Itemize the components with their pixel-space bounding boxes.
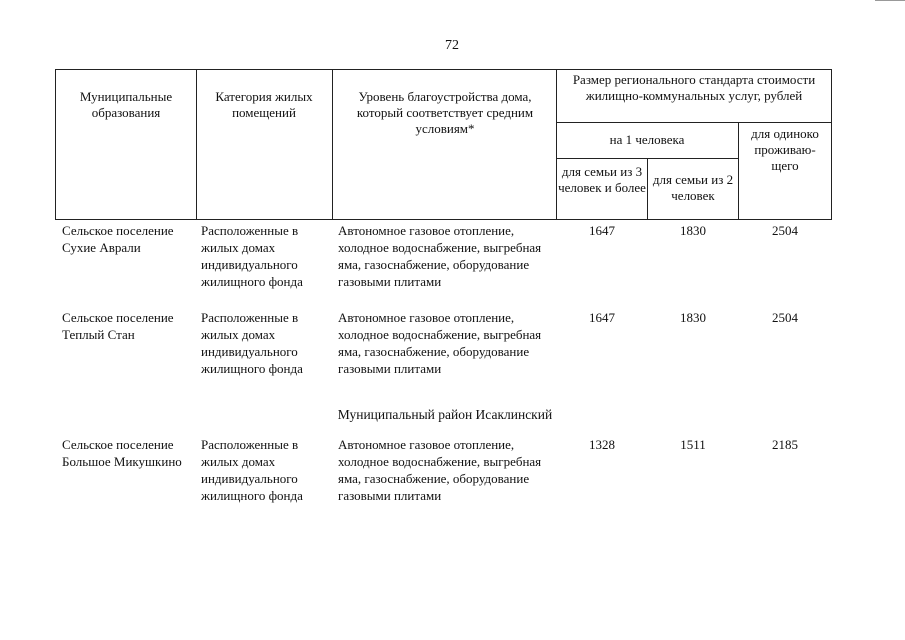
row-category: Расположенные в жилых домах индивидуального жилищного фонда [201, 223, 303, 289]
header-standard: Размер регионального стандарта стоимости жилищно-коммунальных услуг, рублей [572, 72, 816, 103]
header-level: Уровень благоустройства дома, который соответствует средним условиям* [356, 89, 534, 136]
header-top-border [55, 69, 832, 70]
row-value-family2: 1830 [680, 310, 706, 325]
row-level: Автономное газовое отопление, холодное водоснабжение, выгребная яма, газоснабжение, оборудование газовыми плитами [338, 437, 542, 503]
col-divider-5 [647, 158, 648, 220]
header-municipalities: Муниципальные образования [79, 89, 173, 120]
row-level: Автономное газовое отопление, холодное водоснабжение, выгребная яма, газоснабжение, оборудование газовыми плитами [338, 223, 542, 289]
row-municipality: Сельское поселение Теплый Стан [62, 310, 174, 342]
col-divider-1 [196, 69, 197, 220]
header-family3: для семьи из 3 человек и более [558, 164, 646, 195]
row-value-single: 2185 [772, 437, 798, 452]
row-level: Автономное газовое отопление, холодное водоснабжение, выгребная яма, газоснабжение, оборудование газовыми плитами [338, 310, 542, 376]
col-divider-3 [556, 69, 557, 220]
header-family2: для семьи из 2 человек [652, 172, 734, 203]
section-title: Муниципальный район Исаклинский [337, 407, 553, 422]
header-bottom-border [55, 219, 832, 220]
col-divider-2 [332, 69, 333, 220]
header-category: Категория жилых помещений [215, 89, 313, 120]
header-single: для одиноко проживаю-щего [751, 126, 819, 173]
row-municipality: Сельское поселение Сухие Аврали [62, 223, 174, 255]
row-value-family3: 1328 [589, 437, 615, 452]
header-per-person: на 1 человека [609, 132, 685, 147]
row-category: Расположенные в жилых домах индивидуального жилищного фонда [201, 310, 303, 376]
header-right-border [831, 69, 832, 220]
row-value-family3: 1647 [589, 310, 615, 325]
row-value-family2: 1511 [680, 437, 706, 452]
standard-divider [556, 122, 832, 123]
row-value-single: 2504 [772, 223, 798, 238]
header-left-border [55, 69, 56, 220]
col-divider-4 [738, 122, 739, 220]
page-number: 72 [445, 38, 459, 53]
row-value-single: 2504 [772, 310, 798, 325]
row-category: Расположенные в жилых домах индивидуального жилищного фонда [201, 437, 303, 503]
row-value-family3: 1647 [589, 223, 615, 238]
row-value-family2: 1830 [680, 223, 706, 238]
scan-edge-mark [875, 0, 905, 1]
row-municipality: Сельское поселение Большое Микушкино [62, 437, 182, 469]
